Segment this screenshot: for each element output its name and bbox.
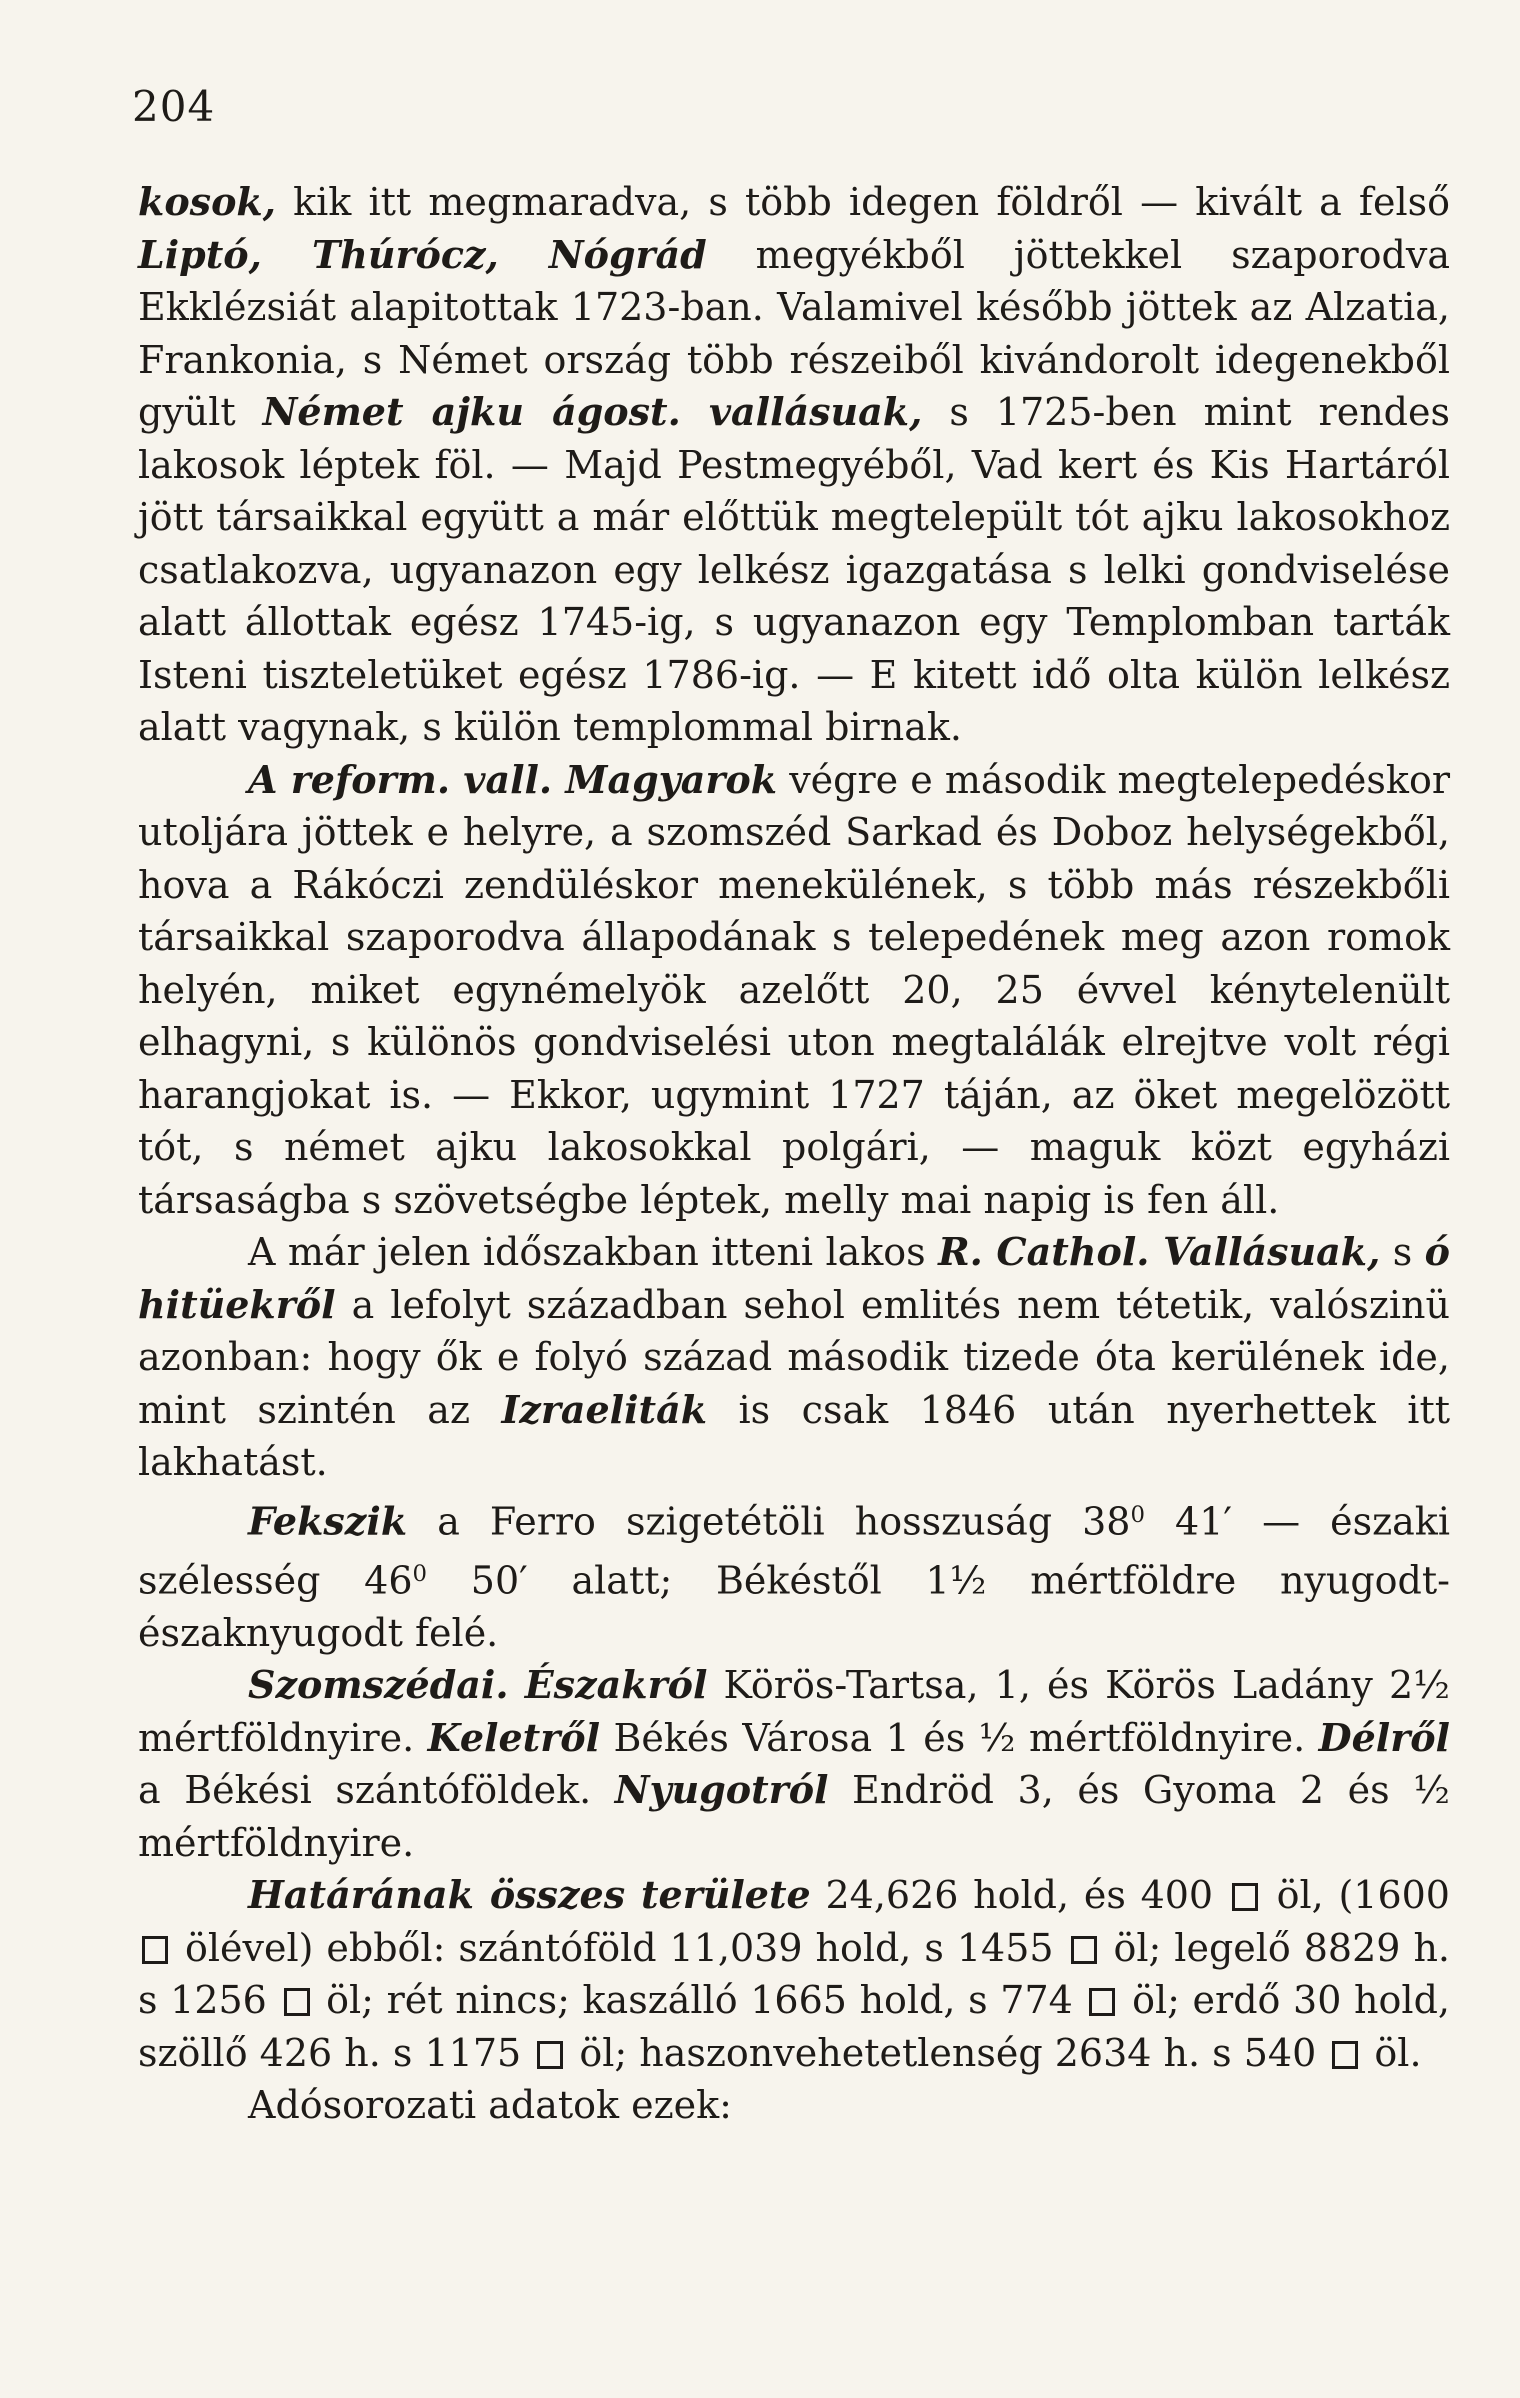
emphasized-text: Fekszik xyxy=(248,1498,408,1544)
superscript: 0 xyxy=(1130,1501,1145,1528)
text-run: 41′ — északi szélesség 46 xyxy=(138,1499,1450,1603)
text-run: is csak 1846 után nyerhettek itt lakhatást. xyxy=(138,1387,1450,1484)
text-run: a lefolyt században sehol emlités nem tétetik, valószinü azonban: hogy ők e folyó század második tizede óta kerülének ide, mint szintén az xyxy=(138,1282,1450,1432)
emphasized-text: Határának összes területe xyxy=(248,1872,811,1918)
paragraph xyxy=(138,2079,1450,2132)
emphasized-text: Északról xyxy=(524,1662,708,1708)
text-run: öl; haszonvehetetlenség 2634 h. s 540 xyxy=(567,2030,1329,2075)
text-run: öl; erdő 30 hold, szöllő 426 h. s 1175 xyxy=(138,1978,1450,2075)
emphasized-text: Délről xyxy=(1318,1714,1450,1760)
square-fathom-icon xyxy=(142,1936,168,1964)
page-number: 204 xyxy=(132,82,216,131)
emphasized-text: A reform. vall. Magyarok xyxy=(248,756,778,802)
text-run xyxy=(509,1663,525,1707)
text-run: Adósorozati adatok ezek: xyxy=(248,2083,732,2128)
text-run: A már jelen időszakban itteni lakos xyxy=(248,1230,939,1274)
square-fathom-icon xyxy=(1232,1883,1258,1911)
text-run: s 1725-ben mint rendes lakosok léptek föl. — Majd Pestmegyéből, Vad kert és Kis Hartáról jött társaikkal együtt a már előttük megtelepült tót ajku lakosokhoz csatlakozva, ugyanazon egy lelkész igazgatása s lelki gondviselése alatt állottak egész 1745-ig, s ugyanazon egy Templomban tarták Isteni tiszteletüket egész 1786-ig. — E kitett idő olta külön lelkész alatt vagynak, s külön templommal birnak. xyxy=(138,390,1450,749)
square-fathom-icon xyxy=(284,1988,310,2016)
paragraph xyxy=(138,1489,1450,1660)
square-fathom-icon xyxy=(1071,1936,1097,1964)
text-run: öl; rét nincs; kaszálló 1665 hold, s 774 xyxy=(313,1978,1086,2023)
body-text xyxy=(138,176,1450,2132)
text-run: Békés Városa 1 és ½ mértföldnyire. xyxy=(600,1715,1319,1760)
text-run: végre e második megtelepedéskor utoljára jöttek e helyre, a szomszéd Sarkad és Doboz helységekből, hova a Rákóczi zendüléskor menekülének, s több más részekbőli társaikkal szaporodva állapodának s telepedének meg azon romok helyén, miket egynémelyök azelőtt 20, 25 évvel kénytelenült elhagyni, s különös gondviselési uton megtalálák elrejtve volt régi harangjokat is. — Ekkor, ugymint 1727 táján, az öket megelözött tót, s német ajku lakosokkal polgári, — maguk közt egyházi társaságba s szövetségbe léptek, melly mai napig is fen áll. xyxy=(138,757,1450,1222)
text-run: kik itt megmaradva, s több idegen földről — kivált a felső xyxy=(275,180,1450,224)
text-run: a Ferro szigetétöli hosszuság 38 xyxy=(407,1499,1131,1544)
emphasized-text: Liptó, Thúrócz, Nógrád xyxy=(138,231,707,277)
emphasized-text: Keletről xyxy=(427,1714,601,1760)
emphasized-text: kosok, xyxy=(138,179,276,224)
paragraph xyxy=(138,176,1450,754)
emphasized-text: R. Cathol. Vallásuak, xyxy=(938,1229,1381,1274)
text-run: öl; legelő 8829 h. s 1256 xyxy=(138,1925,1450,2023)
emphasized-text: ó hitüekről xyxy=(138,1229,1450,1327)
square-fathom-icon xyxy=(1332,2041,1358,2069)
text-run: ölével) ebből: szántóföld 11,039 hold, s 1455 xyxy=(172,1925,1067,1970)
text-run: megyékből jöttekkel szaporodva Ekklézsiát alapitottak 1723-ban. Valamivel később jöttek az Alzatia, Frankonia, s Német ország több részeiből kivándorolt idegenekből gyült xyxy=(138,232,1450,434)
text-run: öl, (1600 xyxy=(1261,1873,1450,1918)
text-run: 50′ alatt; Békéstől 1½ mértföldre nyugodt-északnyugodt felé. xyxy=(138,1558,1450,1655)
paragraph xyxy=(138,1659,1450,1869)
paragraph xyxy=(138,1869,1450,2079)
emphasized-text: Nyugotról xyxy=(614,1767,829,1813)
emphasized-text: Német ajku ágost. vallásuak, xyxy=(262,389,923,434)
text-run: Körös-Tartsa, 1, és Körös Ladány 2½ mértföldnyire. xyxy=(138,1663,1450,1760)
square-fathom-icon xyxy=(1089,1988,1115,2016)
paragraph xyxy=(138,1226,1450,1489)
superscript: 0 xyxy=(412,1560,428,1587)
square-fathom-icon xyxy=(537,2041,563,2069)
text-run: Endröd 3, és Gyoma 2 és ½ mértföldnyire. xyxy=(138,1768,1450,1865)
text-run: 24,626 hold, és 400 xyxy=(810,1873,1228,1918)
emphasized-text: Szomszédai. xyxy=(248,1662,509,1708)
paragraph xyxy=(138,754,1450,1227)
text-run: s xyxy=(1380,1230,1425,1274)
text-run: öl. xyxy=(1362,2030,1422,2075)
emphasized-text: Izraeliták xyxy=(501,1386,708,1432)
text-run: a Békési szántóföldek. xyxy=(138,1768,615,1813)
